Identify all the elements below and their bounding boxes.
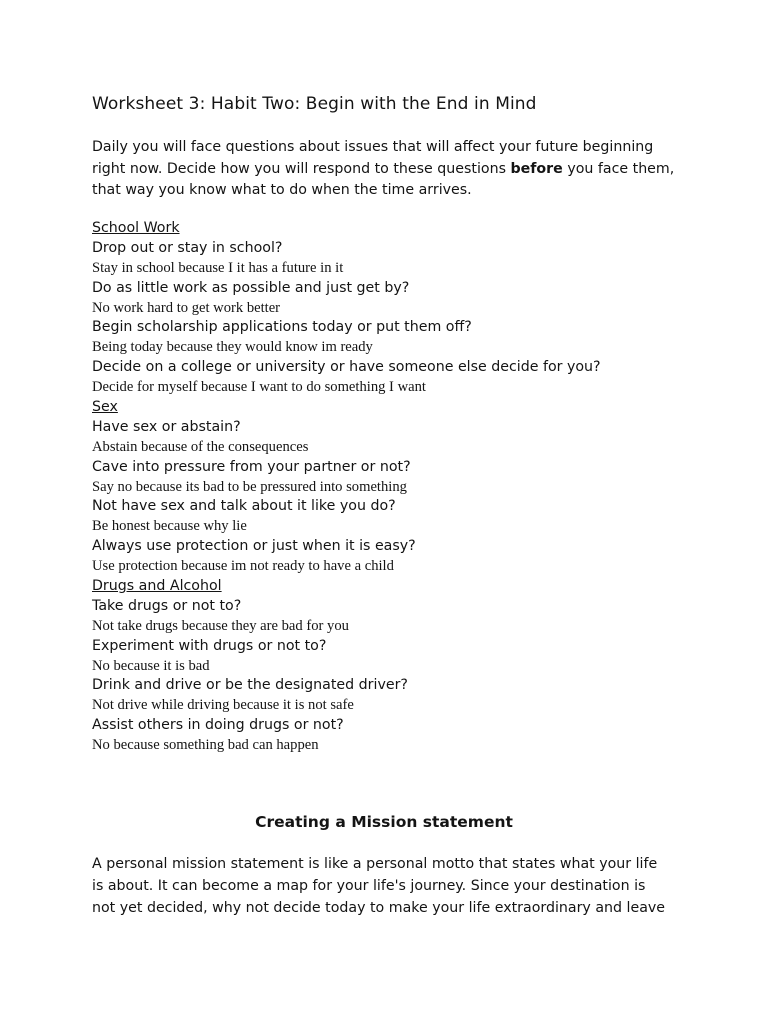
mission-line: A personal mission statement is like a personal motto that states what your life <box>92 856 658 872</box>
answer: Decide for myself because I want to do something I want <box>92 379 426 396</box>
question: Drink and drive or be the designated driver? <box>92 677 408 694</box>
answer: Not drive while driving because it is not safe <box>92 697 354 714</box>
intro-bold-word: before <box>510 160 563 177</box>
question: Decide on a college or university or have someone else decide for you? <box>92 359 601 376</box>
section-heading-school-work: School Work <box>92 220 180 236</box>
intro-line: Daily you will face questions about issues that will affect your future beginning <box>92 139 654 155</box>
answer: No because it is bad <box>92 657 210 674</box>
intro-text: right now. Decide how you will respond to these questions <box>92 160 511 177</box>
intro-line <box>92 159 682 181</box>
answer: Say no because its bad to be pressured into something <box>92 478 407 495</box>
section-heading-drugs-and-alcohol: Drugs and Alcohol <box>92 578 222 595</box>
question: Not have sex and talk about it like you do? <box>92 498 396 515</box>
question: Drop out or stay in school? <box>92 239 283 256</box>
worksheet-title: Worksheet 3: Habit Two: Begin with the End in Mind <box>92 94 537 114</box>
answer: Stay in school because I it has a future in it <box>92 259 344 276</box>
question: Assist others in doing drugs or not? <box>92 717 344 734</box>
answer: No work hard to get work better <box>92 299 281 316</box>
question: Begin scholarship applications today or put them off? <box>92 319 472 336</box>
mission-statement-heading: Creating a Mission statement <box>255 813 513 831</box>
answer: Use protection because im not ready to have a child <box>92 558 394 575</box>
question: Do as little work as possible and just get by? <box>92 279 410 296</box>
intro-paragraph <box>92 137 682 202</box>
answer: Be honest because why lie <box>92 518 247 535</box>
answer: Abstain because of the consequences <box>92 438 309 455</box>
mission-paragraph <box>92 853 692 919</box>
mission-line: not yet decided, why not decide today to make your life extraordinary and leave <box>92 900 666 916</box>
question: Always use protection or just when it is easy? <box>92 538 416 555</box>
answer: Not take drugs because they are bad for you <box>92 617 349 634</box>
mission-line: is about. It can become a map for your life's journey. Since your destination is <box>92 878 646 894</box>
question: Cave into pressure from your partner or not? <box>92 458 411 475</box>
intro-line: that way you know what to do when the time arrives. <box>92 182 472 198</box>
section-heading-sex: Sex <box>92 399 118 416</box>
question: Experiment with drugs or not to? <box>92 637 327 654</box>
questions-list <box>92 219 692 756</box>
intro-text: you face them, <box>562 160 675 177</box>
question: Take drugs or not to? <box>92 597 242 614</box>
question: Have sex or abstain? <box>92 418 241 435</box>
answer: Being today because they would know im ready <box>92 339 373 356</box>
answer: No because something bad can happen <box>92 737 319 754</box>
